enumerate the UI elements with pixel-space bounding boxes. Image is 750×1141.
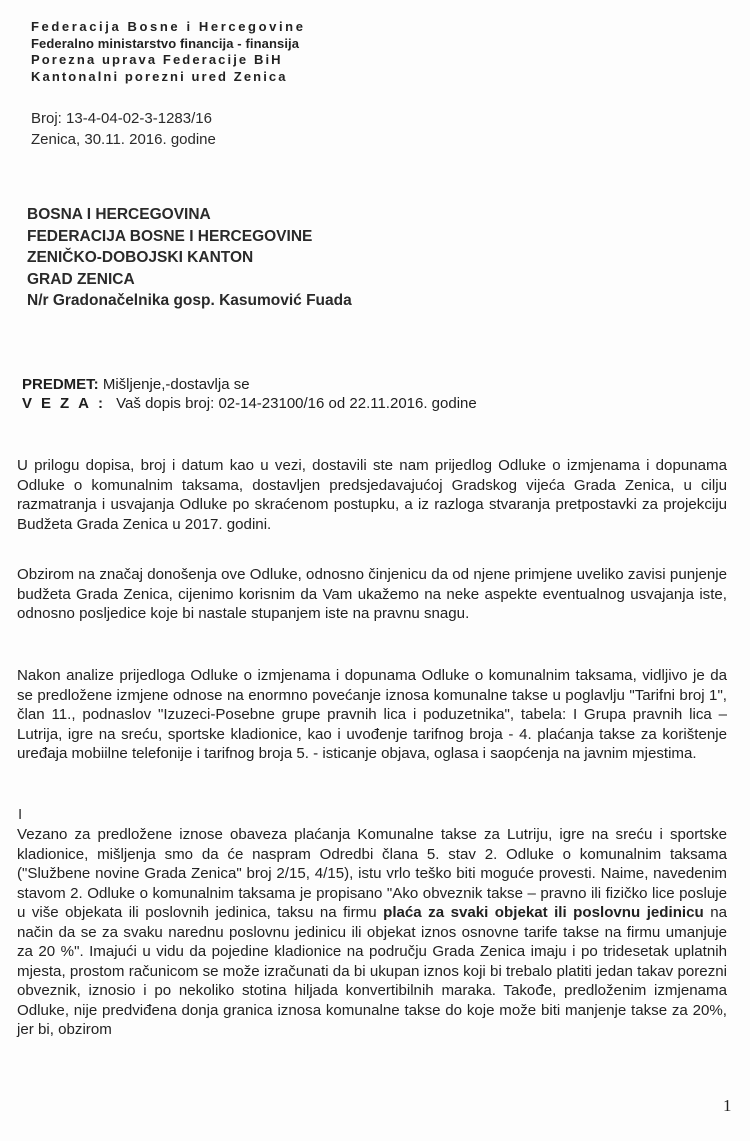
section-marker: I xyxy=(18,806,23,823)
paragraph-text: Obzirom na značaj donošenja ove Odluke, odnosno činjenicu da od njene primjene uveliko zavisi punjenje budžeta Grada Zenica, cijenimo korisnim da Vam ukažemo na neke aspekte eventualnog usvajanja iste, odnosno posljedice koje bi nastale stupanjem iste na pravnu snagu. xyxy=(17,566,727,622)
paragraph-text: U prilogu dopisa, broj i datum kao u vezi, dostavili ste nam prijedlog Odluke o izmjenama i dopunama Odluke o komunalnim taksama, dostavljen predsjedavajućoj Gradskog vijeća Grada Zenica, u cilju razmatranja i usvajanja Odluke po skraćenom postupku, a iz razloga stvaranja pretpostavki za projekciju Budžeta Grada Zenica u 2017. godini. xyxy=(17,457,727,533)
paragraph-lottery-betting xyxy=(17,825,727,1040)
issuer-line-cantonal-office: Kantonalni porezni ured Zenica xyxy=(31,68,288,84)
recipient-attention: N/r Gradonačelnika gosp. Kasumović Fuada xyxy=(27,292,352,309)
reference-number: Broj: 13-4-04-02-3-1283/16 xyxy=(31,110,212,127)
subject-text: Mišljenje,-dostavlja se xyxy=(98,376,250,393)
issuer-line-federation: Federacija Bosne i Hercegovine xyxy=(31,19,306,34)
page-number: 1 xyxy=(723,1096,732,1115)
subject-label: PREDMET: xyxy=(22,376,99,393)
subject-line xyxy=(22,375,477,394)
issuer-header xyxy=(31,19,306,85)
paragraph-text: Nakon analize prijedloga Odluke o izmjenama i dopunama Odluke o komunalnim taksama, vidljivo je da se predložene izmjene odnose na enormno povećanje iznosa komunalne takse u poglavlju "Tarifni broj 1", član 11., podnaslov "Izuzeci-Posebne grupe pravnih lica i poduzetnika", tabela: I Grupa pravnih lica – Lutrija, igre na sreću, sportske kladionice, kao i uvođenje tarifnog broja - 4. plaćanja takse za korištenje uređaja mobiilne telefonije i tarifnog broja 5. - isticanje objava, oglasa i saopćenja na javnim mjestima. xyxy=(17,667,727,762)
paragraph-text xyxy=(17,825,727,1040)
recipient-federation: FEDERACIJA BOSNE I HERCEGOVINE xyxy=(27,227,313,245)
veza-line xyxy=(22,394,477,413)
paragraph-text-part2: na način da se za svaku narednu poslovnu jedinicu ili objekat iznos osnovne tarife takse na firmu umanjuje za 20 %". Imajući u vidu da pojedine kladionice na području Grada Zenica imaju i po tridesetak uplatnih mjesta, prostom računicom se može izračunati da bi ukupan iznos koji bi trebalo platiti jedan takav porezni obveznik, iznosio i po nekoliko stotina hiljada konvertibilnih maraka. Takođe, predloženim izmjenama Odluke, nije predviđena donja granica iznosa komunalne takse do koje može biti manjenje takse za 20%, jer bi, obzirom xyxy=(17,904,728,1038)
recipient-canton: ZENIČKO-DOBOJSKI KANTON xyxy=(27,249,254,266)
issuer-line-ministry: Federalno ministarstvo financija - finansija xyxy=(31,35,300,51)
issuer-line-tax-admin: Porezna uprava Federacije BiH xyxy=(31,52,283,67)
place-date: Zenica, 30.11. 2016. godine xyxy=(31,131,216,148)
reference-block xyxy=(31,108,216,150)
paragraph-intro xyxy=(17,456,727,534)
veza-label: VEZA: xyxy=(22,395,112,412)
paragraph-emphasis: plaća za svaki objekat ili poslovnu jedinicu xyxy=(383,904,704,921)
recipient-country: BOSNA I HERCEGOVINA xyxy=(27,206,211,223)
paragraph-significance xyxy=(17,565,727,624)
subject-block xyxy=(22,375,477,413)
paragraph-text-part1: Vezano za predložene iznose obaveza plaćanja Komunalne takse za Lutriju, igre na sreću i sportske kladionice, mišljenja smo da će naspram Odredbi člana 5. stav 2. Odluke o komunalnim taksama ("Službene novine Grada Zenica" broj 2/15, 4/15), istu vrlo teško biti moguće provesti. Naime, navedenim stavom 2. Odluke o komunalnim taksama je propisano "Ako obveznik takse – pravno ili fizičko lice posluje u više objekata ili poslovnih jedinica, taksu na firmu xyxy=(17,826,727,921)
recipient-block xyxy=(27,204,352,312)
recipient-city: GRAD ZENICA xyxy=(27,270,135,288)
paragraph-analysis xyxy=(17,666,727,764)
veza-text: Vaš dopis broj: 02-14-23100/16 od 22.11.2016. godine xyxy=(112,395,477,412)
